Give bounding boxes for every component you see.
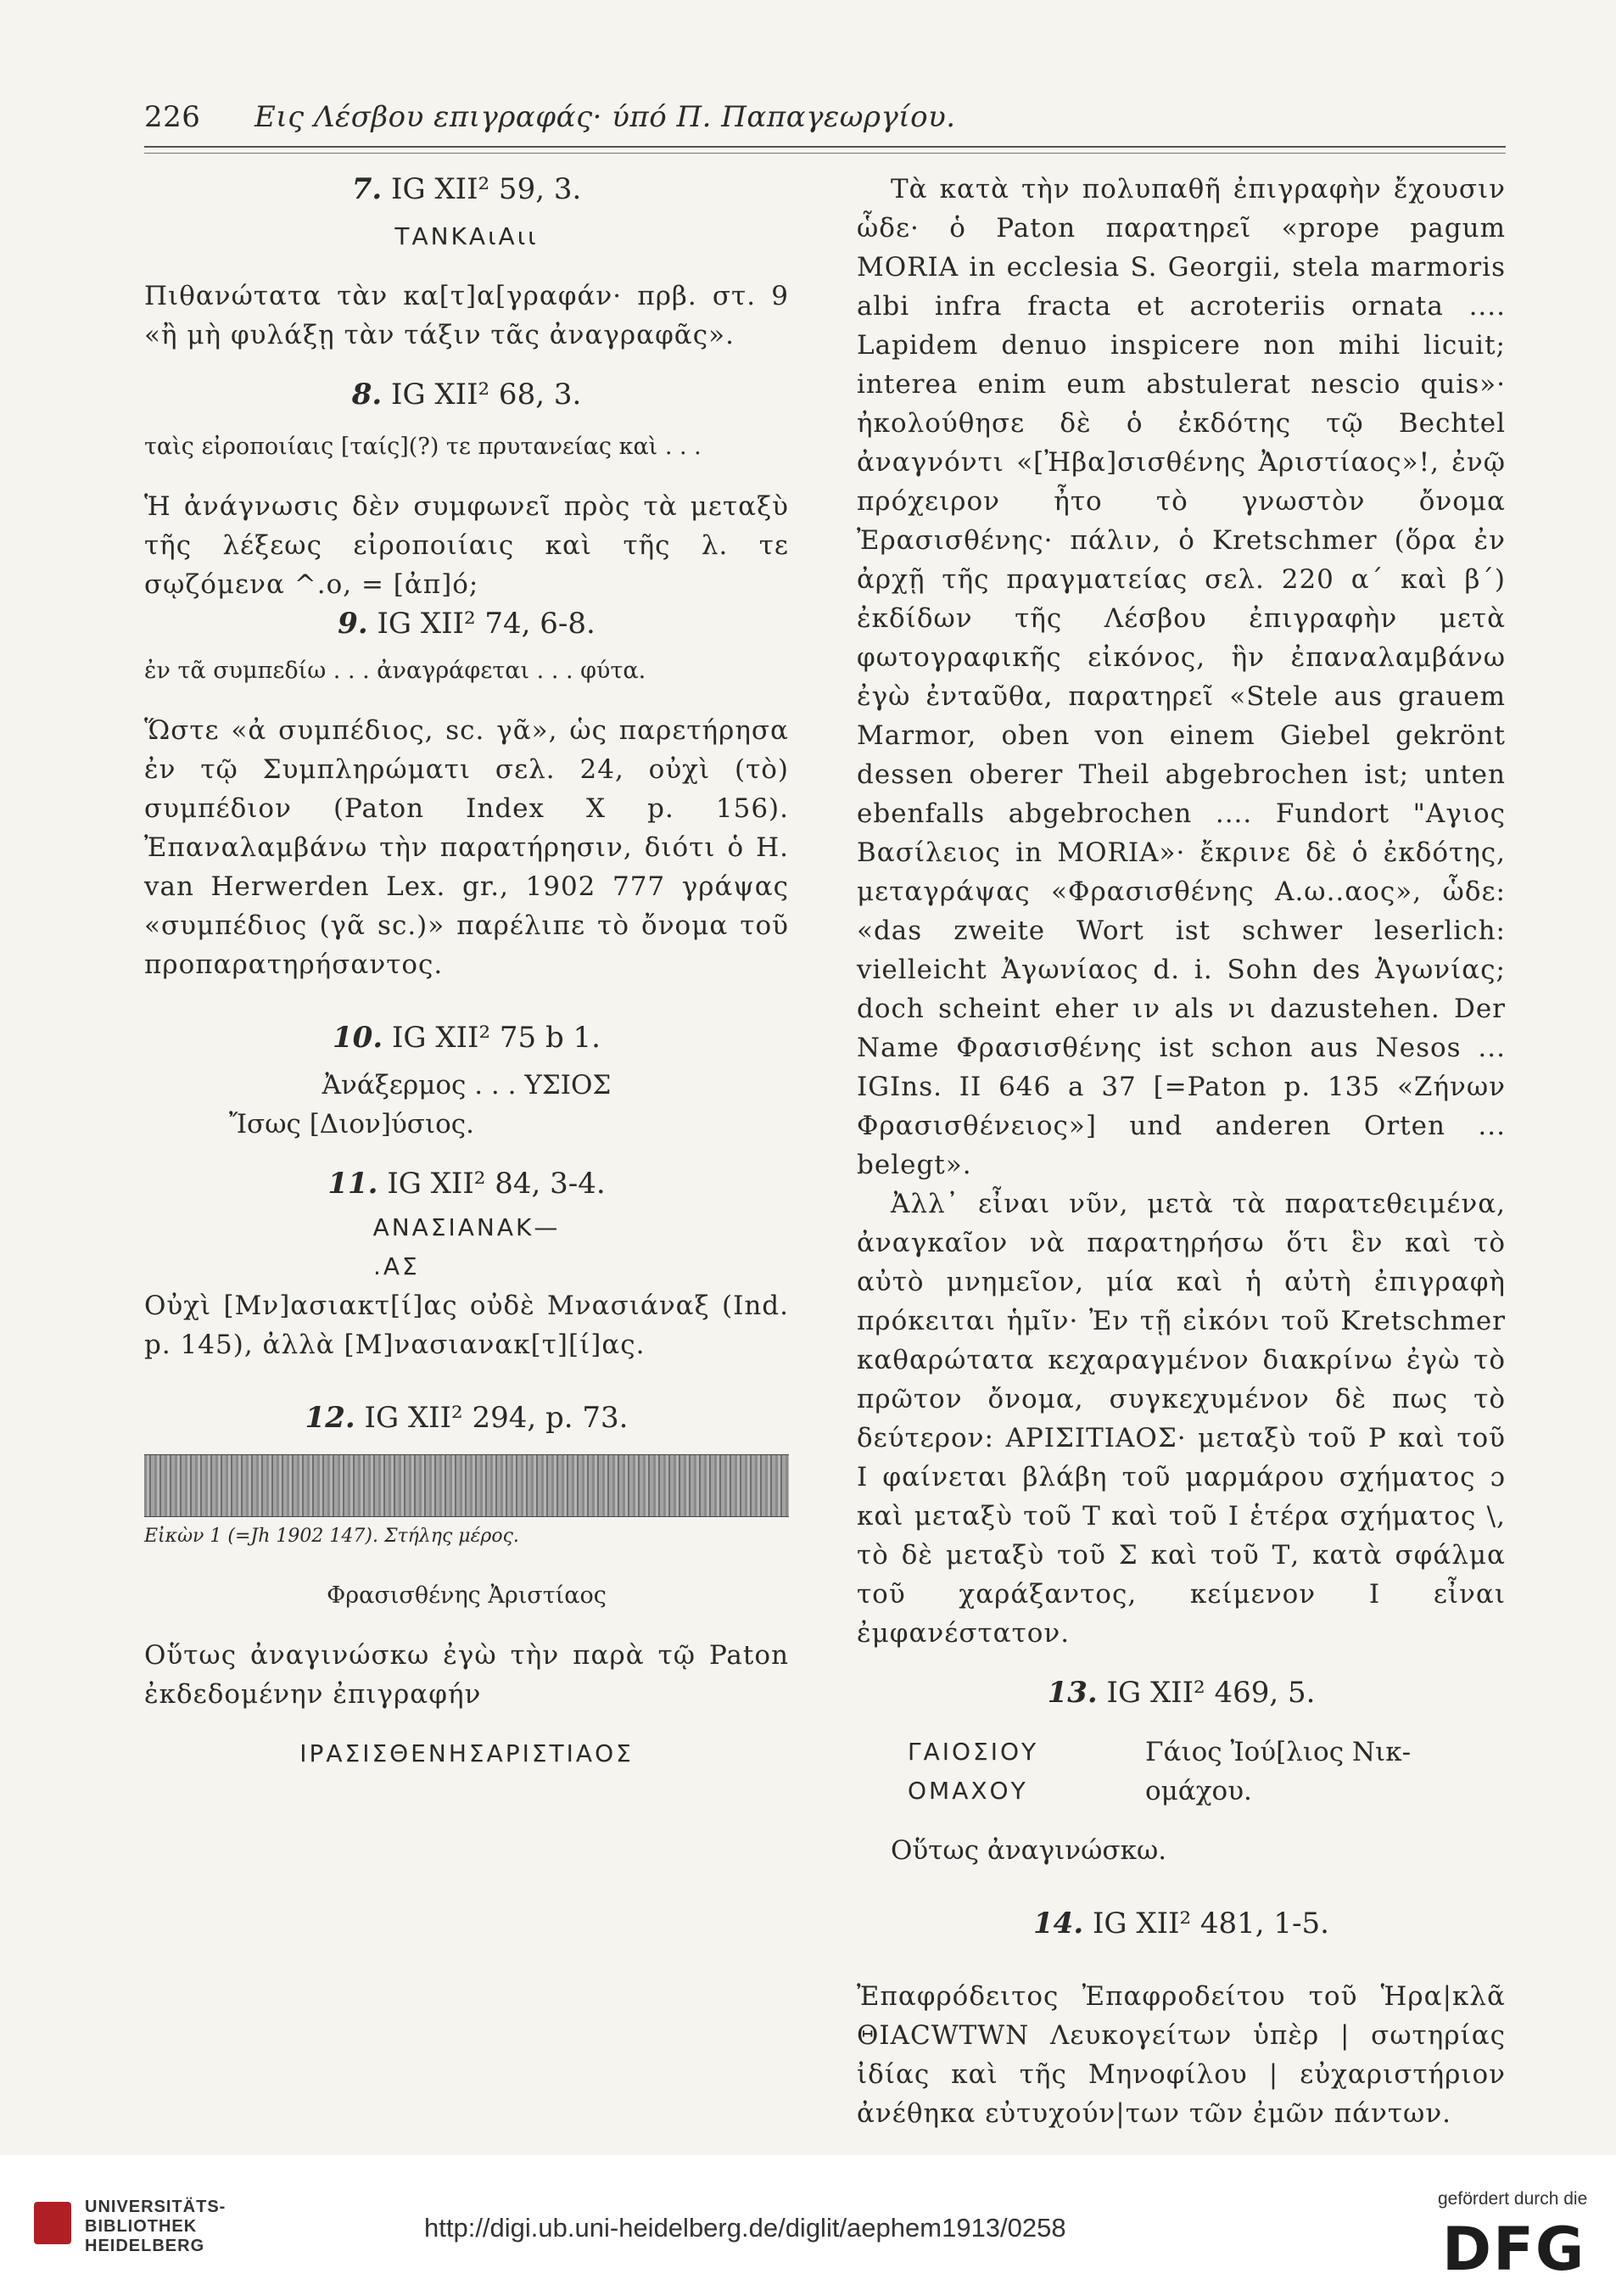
section-13-transcription-line2: ομάχου.: [1145, 1776, 1252, 1806]
section-13-inscription: [908, 1733, 1506, 1811]
section-9-text: Ὥστε «ἀ συμπέδιος, sc. γᾶ», ὡς παρετήρησα ἐν τῷ Συμπληρώματι σελ. 24, οὐχὶ (τὸ) συμπέδιον (Paton Index X p. 156). Ἐπαναλαμβάνω τὴν παρατήρησιν, διότι ὁ H. van Herwerden Lex. gr., 1902 777 γράψας «συμπέδιος (γᾶ sc.)» παρέλιπε τὸ ὄνομα τοῦ προπαρατηρήσαντος.: [144, 715, 789, 980]
section-10-heading: 10. IG XII² 75 b 1.: [333, 1021, 601, 1055]
section-13-heading: 13. IG XII² 469, 5.: [1047, 1676, 1316, 1710]
stele-photograph: [144, 1454, 789, 1517]
right-column: [857, 170, 1506, 2133]
section-11-text: Οὐχὶ [Μν]ασιακτ[ί]ας οὐδὲ Μνασιάναξ (Ind. p. 145), ἀλλὰ [Μ]νασιανακ[τ][ί]ας.: [144, 1291, 789, 1360]
section-12-text: Οὕτως ἀναγινώσκω ἐγὼ τὴν παρὰ τῷ Paton ἐκδεδομένην ἐπιγραφήν: [144, 1640, 789, 1710]
section-11-heading: 11. IG XII² 84, 3-4.: [327, 1167, 606, 1201]
right-paragraph-2: Ἀλλ᾽ εἶναι νῦν, μετὰ τὰ παρατεθειμένα, ἀναγκαῖον νὰ παρατηρήσω ὅτι ἓν καὶ τὸ αὐτὸ μνημεῖον, μία καὶ ἡ αὐτὴ ἐπιγραφὴ πρόκειται ἡμῖν· Ἐν τῇ εἰκόνι τοῦ Kretschmer καθαρώτατα κεχαραγμένον διακρίνω ἐγὼ τὸ πρῶτον ὄνομα, συγκεχυμένον δὲ πως τὸ δεύτερον: ΑΡΙΣΙΤΙΑΟΣ· μεταξὺ τοῦ Ρ καὶ τοῦ Ι φαίνεται βλάβη τοῦ μαρμάρου σχήματος ɔ καὶ μεταξὺ τοῦ Τ καὶ τοῦ Ι ἑτέρα σχήματος \, τὸ δὲ μεταξὺ τοῦ Σ καὶ τοῦ Τ, κατὰ σφάλμα τοῦ χαράξαντος, κείμενον Ι εἶναι ἐμφανέστατον.: [857, 1189, 1506, 1649]
section-7-inscription: ΤΑΝΚΑιΑιι: [394, 222, 539, 250]
section-13-text: Οὕτως ἀναγινώσκω.: [891, 1835, 1167, 1866]
section-13-transcription-line1: Γάιος Ἰού[λιος Νικ-: [1145, 1737, 1412, 1767]
section-10-line: Ἀνάξερμος . . . ΥΣΙΟΣ: [322, 1070, 612, 1100]
section-13-ins-line2: ΟΜΑΧΟΥ: [908, 1777, 1028, 1805]
section-12-heading: 12. IG XII² 294, p. 73.: [305, 1401, 629, 1435]
section-7-text: Πιθανώτατα τὰν κα[τ]α[γραφάν· πρβ. στ. 9 «ἢ μὴ φυλάξῃ τὰν τάξιν τᾶς ἀναγραφᾶς».: [144, 281, 789, 350]
section-8-text: Ἡ ἀνάγνωσις δὲν συμφωνεῖ πρὸς τὰ μεταξὺ τῆς λέξεως εἰροποιίαις καὶ τῆς λ. τε σῳζόμενα ^.ο, = [ἀπ]ό;: [144, 491, 789, 600]
permalink-url[interactable]: http://digi.ub.uni-heidelberg.de/diglit/aephem1913/0258: [424, 2213, 1066, 2243]
section-14-text: Ἐπαφρόδειτος Ἐπαφροδείτου τοῦ Ἡρα|κλᾶ ΘΙΑCWTWN Λευκογείτων ὑπὲρ | σωτηρίας ἰδίας καὶ τῆς Μηνοφίλου | εὐχαριστήριον ἀνέθηκα εὐτυχούν|των τῶν ἐμῶν πάντων.: [857, 1981, 1506, 2129]
section-10-text: Ἴσως [Διον]ύσιος.: [229, 1109, 474, 1140]
section-7-heading: 7. IG XII² 59, 3.: [351, 172, 582, 206]
header-rule: [144, 146, 1506, 148]
page-number: 226: [144, 100, 201, 134]
left-column: [144, 170, 789, 1773]
section-11-inscription-line2: .ΑΣ: [373, 1252, 420, 1280]
section-13-ins-line1: ΓΑΙΟΣΙΟΥ: [908, 1738, 1039, 1766]
section-11-inscription-line1: ΑΝΑΣΙΑΝΑΚ—: [372, 1213, 561, 1241]
running-title: Εις Λέσβου επιγραφάς· ύπό Π. Παπαγεωργίου.: [254, 100, 956, 134]
section-12-inscription: ΙΡΑΣΙΣΘΕΝΗΣΑΡΙΣΤΙΑΟΣ: [299, 1739, 634, 1767]
section-9-heading: 9. IG XII² 74, 6-8.: [338, 607, 596, 641]
name-line: Φρασισθένης Ἀριστίαος: [327, 1582, 607, 1609]
library-logo-text: UNIVERSITÄTS- BIBLIOTHEK HEIDELBERG: [85, 2198, 226, 2255]
section-8-line: ταὶς εἰροποιίαις [ταίς](?) τε πρυτανείας καὶ . . .: [144, 434, 702, 460]
digitization-footer: [0, 2155, 1616, 2296]
running-head: [144, 100, 1501, 143]
section-14-heading: 14. IG XII² 481, 1-5.: [1033, 1907, 1329, 1940]
section-9-line: ἐν τᾶ συμπεδίω . . . ἀναγράφεται . . . φύτα.: [144, 658, 646, 684]
header-rule-thin: [144, 153, 1506, 154]
funding-note: gefördert durch die: [1438, 2189, 1588, 2209]
figure-caption: Εἰκὼν 1 (=Jh 1902 147). Στήλης μέρος.: [144, 1526, 519, 1547]
section-8-heading: 8. IG XII² 68, 3.: [351, 378, 582, 412]
right-paragraph-1: Τὰ κατὰ τὴν πολυπαθῆ ἐπιγραφὴν ἔχουσιν ὧδε· ὁ Paton παρατηρεῖ «prope pagum MORIA in ecclesia S. Georgii, stela marmoris albi infra fracta et acroteriis ornata .... Lapidem denuo inspicere non mihi licuit; interea enim eum abstulerat nescio quis»· ἠκολούθησε δὲ ὁ ἐκδότης τῷ Bechtel ἀναγνόντι «[Ἠβα]σισθένης Ἀριστίαος»!, ἐνῷ πρόχειρον ἦτο τὸ γνωστὸν ὄνομα Ἐρασισθένης· πάλιν, ὁ Kretschmer (ὅρα ἐν ἀρχῇ τῆς πραγματείας σελ. 220 α΄ καὶ β΄) ἐκδίδων τῆς Λέσβου ἐπιγραφὴν μετὰ φωτογραφικῆς εἰκόνος, ἣν ἐπαναλαμβάνω ἐγὼ ἐνταῦθα, παρατηρεῖ «Stele aus grauem Marmor, oben von einem Giebel gekrönt dessen oberer Theil abgebrochen ist; unten ebenfalls abgebrochen .... Fundort "Αγιος Βασίλειος in MORIA»· ἔκρινε δὲ ὁ ἐκδότης, μεταγράψας «Φρασισθένης Α.ω..αος», ὧδε: «das zweite Wort ist schwer leserlich: vielleicht Ἀγωνίαος d. i. Sohn des Ἀγωνίας; doch scheint eher ιν als νι dazustehen. Der Name Φρασισθένης ist schon aus Nesos ... IGIns. II 646 a 37 [=Paton p. 135 «Ζήνων Φρασισθένειος»] und anderen Orten ... belegt».: [857, 174, 1506, 1180]
dfg-logo: DFG: [1442, 2215, 1586, 2284]
university-seal-icon: [34, 2202, 71, 2244]
